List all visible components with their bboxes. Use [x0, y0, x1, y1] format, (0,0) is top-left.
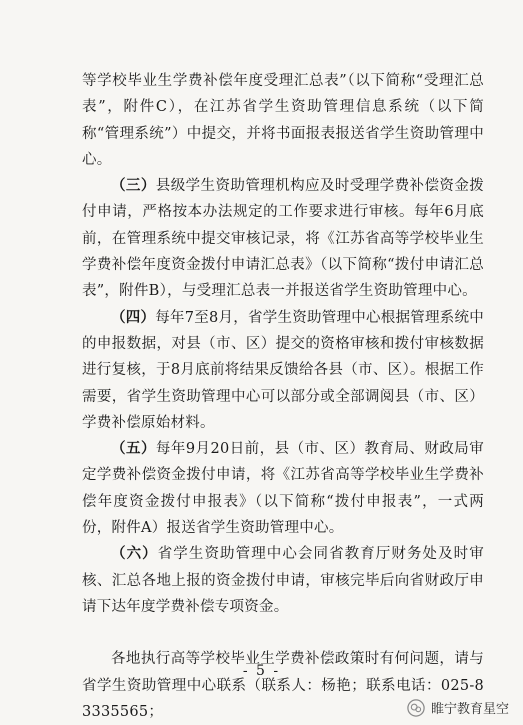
- document-body: [82, 68, 484, 725]
- paragraph-text: 省学生资助管理中心会同省教育厅财务处及时审核、汇总各地上报的资金拨付申请，审核完毕后向省财政厅申请下达年度学费补偿专项资金。: [82, 546, 485, 615]
- clause-label: （四）: [111, 308, 156, 326]
- paragraph-text: 县级学生资助管理机构应及时受理学费补偿资金拨付申请，严格按本办法规定的工作要求进行审核。每年6月底前，在管理系统中提交审核记录，将《江苏省高等学校毕业生学费补偿年度资金拨付申请汇总表》（以下简称“拨付申请汇总表”，附件B），与受理汇总表一并报送省学生资助管理中心。: [82, 178, 484, 300]
- source-watermark: [407, 698, 509, 717]
- watermark-text: 睢宁教育星空: [430, 702, 509, 717]
- paragraph-text: 等学校毕业生学费补偿年度受理汇总表”（以下简称“受理汇总表”，附件C），在江苏省学生资助管理信息系统（以下简称“管理系统”）中提交，并将书面报表报送省学生资助管理中心。: [82, 73, 484, 168]
- page-number: - 5 -: [242, 663, 281, 679]
- paragraph-text: 各地执行高等学校毕业生学费补偿政策时有何问题，请与省学生资助管理中心联系（联系人：杨艳；联系电话：025-83335565；: [82, 651, 484, 720]
- paragraph-text: 每年9月20日前，县（市、区）教育局、财政局审定学费补偿资金拨付申请，将《江苏省高等学校毕业生学费补偿年度资金拨付申报表》（以下简称“拨付申报表”，一式两份，附件A）报送省学生资助管理中心。: [82, 441, 484, 537]
- paragraph-clause-5: [82, 436, 484, 541]
- paragraph-clause-4: [82, 305, 484, 436]
- wechat-official-account-icon: [407, 699, 425, 717]
- paragraph-spacer: [82, 620, 484, 646]
- paragraph-text: 每年7至8月，省学生资助管理中心根据管理系统中的申报数据，对县（市、区）提交的资格审核和拨付审核数据进行复核，于8月底前将结果反馈给各县（市、区）。根据工作需要，省学生资助管理中心可以部分或全部调阅县（市、区）学费补偿原始材料。: [82, 309, 485, 431]
- clause-label: （三）: [111, 177, 156, 195]
- clause-label: （五）: [111, 440, 156, 458]
- paragraph-clause-6: [82, 541, 484, 620]
- clause-label: （六）: [111, 545, 158, 563]
- paragraph-clause-3: [82, 173, 484, 304]
- paragraph-continuation: [82, 68, 484, 173]
